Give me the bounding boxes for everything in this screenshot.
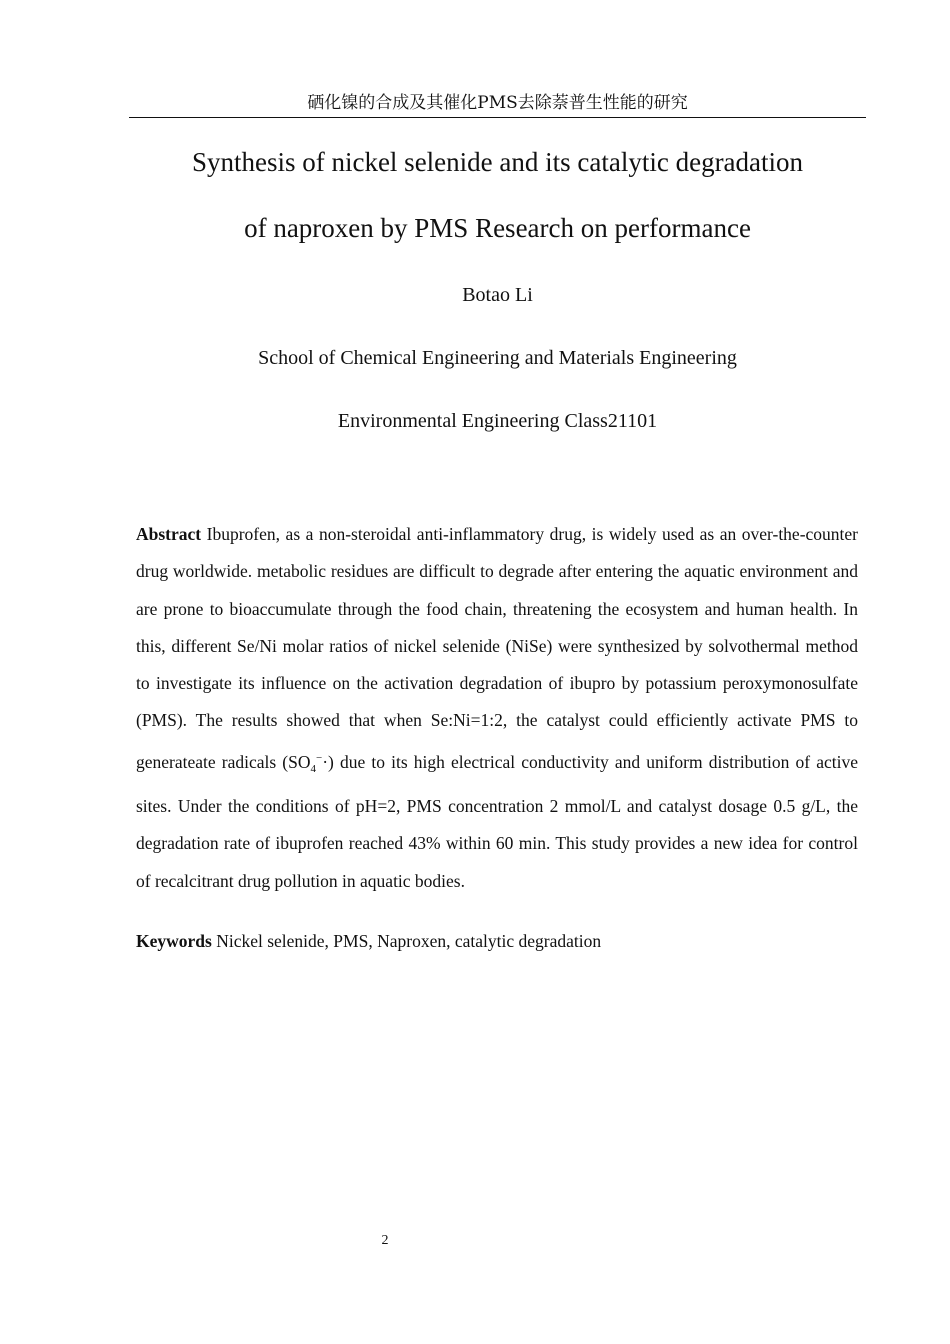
page-number: 2	[381, 1233, 389, 1248]
header-rule	[129, 117, 866, 118]
keywords-paragraph	[136, 927, 858, 955]
abstract-subscript: 4	[310, 762, 317, 775]
keywords-label: Keywords	[136, 931, 212, 951]
abstract-label: Abstract	[136, 524, 202, 544]
paper-title-line-1: Synthesis of nickel selenide and its catalytic degradation	[191, 147, 804, 177]
abstract-superscript: −	[316, 751, 323, 764]
paper-title-line-2: of naproxen by PMS Research on performance	[244, 213, 751, 243]
abstract-paragraph	[136, 516, 858, 900]
school-name: School of Chemical Engineering and Materials Engineering	[258, 347, 737, 369]
author-name: Botao Li	[462, 284, 533, 306]
keywords-text: Nickel selenide, PMS, Naproxen, catalytic degradation	[211, 931, 602, 951]
running-header: 硒化镍的合成及其催化PMS去除萘普生性能的研究	[307, 93, 688, 113]
class-name: Environmental Engineering Class21101	[337, 410, 658, 432]
abstract-text-part-2: ·) due to its high electrical conductivity and uniform distribution of active sites. Under the conditions of pH=2, PMS concentration 2 mmol/L and catalyst dosage 0.5 g/L, the degradation rate of ibuprofen reached 43% within 60 min. This study provides a new idea for control of recalcitrant drug pollution in aquatic bodies.	[136, 751, 858, 891]
abstract-text-part-1: Ibuprofen, as a non-steroidal anti-inflammatory drug, is widely used as an over-the-counter drug worldwide. metabolic residues are difficult to degrade after entering the aquatic environment and are prone to bioaccumulate through the food chain, threatening the ecosystem and human health. In this, different Se/Ni molar ratios of nickel selenide (NiSe) were synthesized by solvothermal method to investigate its influence on the activation degradation of ibupro by potassium peroxymonosulfate (PMS). The results showed that when Se:Ni=1:2, the catalyst could efficiently activate PMS to generateate radicals (SO	[136, 524, 858, 772]
